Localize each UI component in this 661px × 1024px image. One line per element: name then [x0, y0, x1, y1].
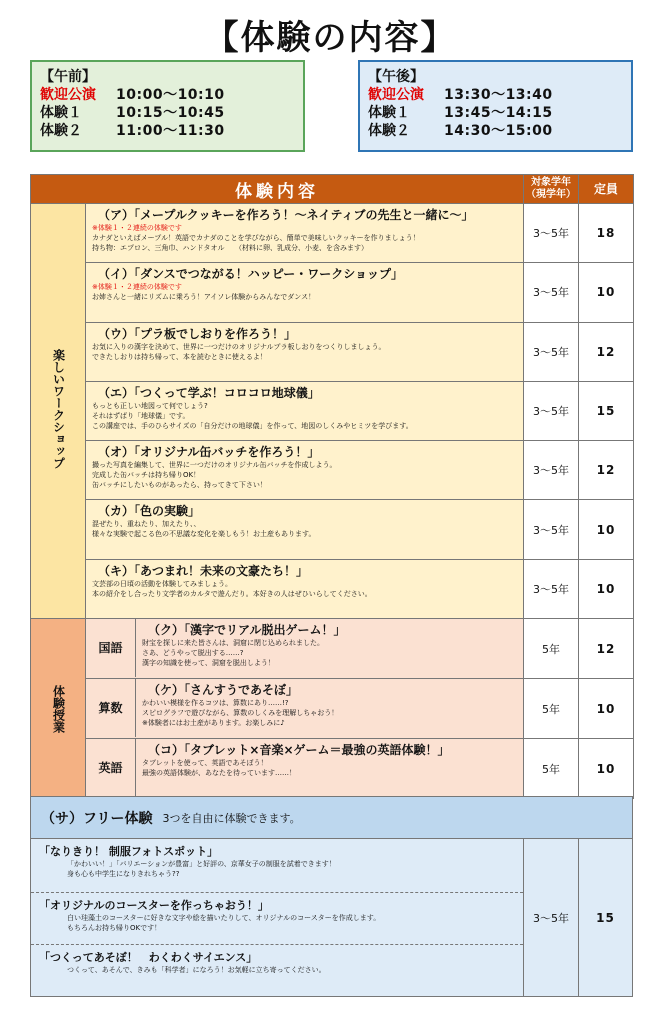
program-line: スピログラフで遊びながら、算数のしくみを理解しちゃおう！: [142, 709, 339, 718]
free-experience-item: [31, 944, 523, 997]
program-title: （ケ）「さんすうであそぼ」: [148, 683, 299, 698]
program-description: [86, 679, 524, 739]
program-grade: 3〜5年: [524, 204, 579, 263]
program-grade: 3〜5年: [524, 322, 579, 381]
free-experience-section: [30, 839, 633, 997]
program-title: （コ）「タブレット×音楽×ゲーム＝最強の英語体験！」: [148, 743, 450, 758]
free-item-line: つくって、あそんで、きみも「科学者」になろう！お気軽に立ち寄ってください。: [67, 966, 326, 975]
schedule-label: 体験２: [368, 123, 410, 139]
schedule-row: [368, 86, 623, 104]
program-line: かわいい模様を作るコツは、算数にあり……!?: [142, 699, 289, 708]
program-grade: 3〜5年: [524, 263, 579, 322]
program-line: 漢字の知識を使って、洞窟を脱出しよう！: [142, 659, 275, 668]
program-description: [86, 500, 524, 559]
program-grade: 3〜5年: [524, 381, 579, 440]
table-row: [31, 381, 634, 440]
program-note: ※体験１・２連続の体験です: [92, 224, 182, 232]
free-item-title: 「オリジナルのコースターを作っちゃおう！」: [39, 898, 269, 912]
program-capacity: 10: [579, 679, 634, 739]
program-title: （カ）「色の実験」: [98, 504, 201, 519]
category-workshop-label: 楽しいワークショップ: [51, 349, 66, 470]
header-grade-line-2: （現学年）: [526, 189, 576, 200]
program-subject: 国語: [86, 619, 136, 677]
free-item-line: 白い珪藻土のコースターに好きな文字や絵を描いたりして、オリジナルのコースターを作成します。: [67, 913, 381, 922]
afternoon-header: 【午後】: [368, 69, 424, 85]
program-description: [86, 322, 524, 381]
program-line: 様々な実験で起こる色の不思議な変化を楽しもう！お土産もあります。: [92, 530, 316, 539]
table-row: [31, 500, 634, 559]
free-experience-capacity: 15: [596, 910, 615, 925]
program-grade: 3〜5年: [524, 500, 579, 559]
program-line: 撮った写真を編集して、世界に一つだけのオリジナル缶バッチを作成しよう。: [92, 461, 337, 470]
header-content: 体験内容: [31, 175, 524, 204]
category-class-wrap: [31, 619, 85, 798]
program-line: お姉さんと一緒にリズムに乗ろう！アイソレ体験からみんなでダンス！: [92, 293, 316, 302]
header-capacity: 定員: [579, 175, 634, 204]
morning-schedule-box: [30, 60, 305, 152]
schedule-time: 13:45〜14:15: [444, 105, 553, 121]
program-line: 財宝を探しに来た皆さんは、洞窟に閉じ込められました。: [142, 639, 324, 648]
program-subject: 算数: [86, 679, 136, 737]
program-body: [142, 622, 346, 674]
schedule-time: 10:15〜10:45: [116, 105, 225, 121]
table-row: [31, 739, 634, 799]
table-row: [31, 441, 634, 500]
program-line: それはずばり「地球儀」です。: [92, 411, 190, 420]
page-title: 【体験の内容】: [204, 18, 457, 58]
table-row: [31, 619, 634, 679]
free-experience-header: [30, 796, 633, 839]
program-description: [86, 381, 524, 440]
program-line: お気に入りの漢字を決めて、世界に一つだけのオリジナルプラ板しおりをつくりしましょう。: [92, 342, 386, 351]
schedule-label: 歓迎公演: [40, 87, 96, 103]
program-line: 本の紹介をし合ったり文学者のカルタで遊んだり。本好きの人はぜひいらしてください。: [92, 589, 372, 598]
schedule-label: 体験１: [40, 105, 82, 121]
program-description: [86, 559, 524, 618]
program-description: [86, 263, 524, 322]
program-description: [86, 619, 524, 679]
morning-header: 【午前】: [40, 69, 96, 85]
category-workshop: [31, 204, 86, 619]
program-capacity: 12: [579, 322, 634, 381]
program-title: （イ）「ダンスでつながる！ハッピー・ワークショップ」: [98, 267, 404, 282]
program-line: タブレットを使って、英語であそぼう！: [142, 759, 268, 768]
program-grade: 5年: [524, 739, 579, 799]
program-line: 最強の英語体験が、あなたを待っています……！: [142, 769, 296, 778]
schedule-time: 10:00〜10:10: [116, 87, 225, 103]
program-description: [86, 739, 524, 799]
category-class-label: 体験授業: [51, 684, 66, 733]
program-grade: 3〜5年: [524, 441, 579, 500]
program-note: ※体験１・２連続の体験です: [92, 283, 182, 292]
header-grade: [524, 175, 579, 204]
program-title: （キ）「あつまれ！未来の文豪たち！」: [98, 563, 309, 578]
free-experience-item: [31, 839, 523, 892]
program-title: （ウ）「プラ板でしおりを作ろう！」: [98, 326, 297, 341]
free-item-title: 「なりきり！ 制服フォトスポット」: [39, 845, 219, 858]
table-row: [31, 559, 634, 618]
program-title: （ク）「漢字でリアル脱出ゲーム！」: [148, 623, 346, 638]
category-class-label-col: [31, 619, 85, 798]
header-grade-line-1: 対象学年: [531, 177, 571, 188]
free-experience-title: （サ）フリー体験: [41, 810, 153, 827]
program-line: 混ぜたり、重ねたり、加えたり、、: [92, 520, 201, 529]
program-description: [86, 204, 524, 263]
program-line: 缶バッチにしたいものがあったら、持ってきて下さい！: [92, 481, 267, 490]
free-experience-grade: 3〜5年: [524, 839, 579, 996]
free-item-title: 「つくってあそぼ！ わくわくサイエンス」: [39, 951, 258, 965]
program-line: 文芸部の日頃の活動を体験してみましょう。: [92, 579, 232, 588]
program-line: ※体験者にはお土産があります。お楽しみに♪: [142, 719, 285, 728]
free-item-line: 「かわいい！」「バリエーションが豊富」と好評の、京華女子の制服を試着できます！: [67, 860, 336, 868]
category-class: [31, 619, 86, 799]
schedule-time: 13:30〜13:40: [444, 87, 553, 103]
schedule-row: [368, 122, 623, 140]
free-experience-subtitle: 3つを自由に体験できます。: [162, 811, 301, 825]
program-table: [30, 174, 634, 799]
schedule-label: 歓迎公演: [368, 87, 424, 103]
free-experience-list: [31, 839, 524, 996]
schedule-row: [368, 104, 623, 122]
free-experience-item: [31, 892, 523, 945]
program-subject: 英語: [86, 739, 136, 797]
program-line: さあ、どうやって脱出する……?: [142, 649, 244, 658]
program-capacity: 18: [579, 204, 634, 263]
program-grade: 5年: [524, 679, 579, 739]
program-body: [142, 742, 450, 794]
schedule-row: [40, 86, 295, 104]
free-item-line: もちろんお持ち帰りOKです！: [67, 923, 162, 932]
table-row: [31, 204, 634, 263]
table-header-row: [31, 175, 634, 204]
program-line: もっとも正しい地図って何でしょう?: [92, 401, 208, 410]
program-description: [86, 441, 524, 500]
program-line: 持ち物：エプロン、三角巾、ハンドタオル （材料に卵、乳成分、小麦、を含みます）: [92, 244, 368, 252]
program-capacity: 10: [579, 500, 634, 559]
schedule-time: 11:00〜11:30: [116, 123, 225, 139]
program-grade: 3〜5年: [524, 559, 579, 618]
free-item-line: 身も心も中学生になりきれちゃう??: [67, 870, 180, 878]
table-row: [31, 322, 634, 381]
program-description-wrap: [92, 682, 519, 734]
schedule-row: [40, 122, 295, 140]
schedule-label: 体験２: [40, 123, 82, 139]
program-capacity: 12: [579, 441, 634, 500]
program-body: [142, 682, 338, 734]
program-line: できたしおりは持ち帰って、本を読むときに使えるよ！: [92, 352, 267, 361]
schedule-row: [40, 104, 295, 122]
program-line: この講座では、手のひらサイズの「自分だけの地球儀」を作って、地図のしくみやヒミツを学びます。: [92, 421, 413, 430]
afternoon-schedule-box: [358, 60, 633, 152]
program-capacity: 10: [579, 559, 634, 618]
schedule-time: 14:30〜15:00: [444, 123, 553, 139]
program-description-wrap: [92, 742, 519, 794]
program-capacity: 15: [579, 381, 634, 440]
table-row: [31, 679, 634, 739]
schedule-label: 体験１: [368, 105, 410, 121]
program-capacity: 12: [579, 619, 634, 679]
program-capacity: 10: [579, 739, 634, 799]
program-line: カナダといえばメープル！英語でカナダのことを学びながら、簡単で美味しいクッキーを作りましょう！: [92, 234, 420, 242]
program-description-wrap: [92, 622, 519, 674]
program-grade: 5年: [524, 619, 579, 679]
program-title: （オ）「オリジナル缶バッチを作ろう！」: [98, 445, 320, 460]
program-line: 完成した缶バッチは持ち帰りOK！: [92, 471, 201, 480]
program-title: （ア）「メープルクッキーを作ろう！〜ネイティブの先生と一緒に〜」: [98, 208, 474, 222]
program-title: （エ）「つくって学ぶ！コロコロ地球儀」: [98, 385, 320, 400]
table-row: [31, 263, 634, 322]
program-capacity: 10: [579, 263, 634, 322]
